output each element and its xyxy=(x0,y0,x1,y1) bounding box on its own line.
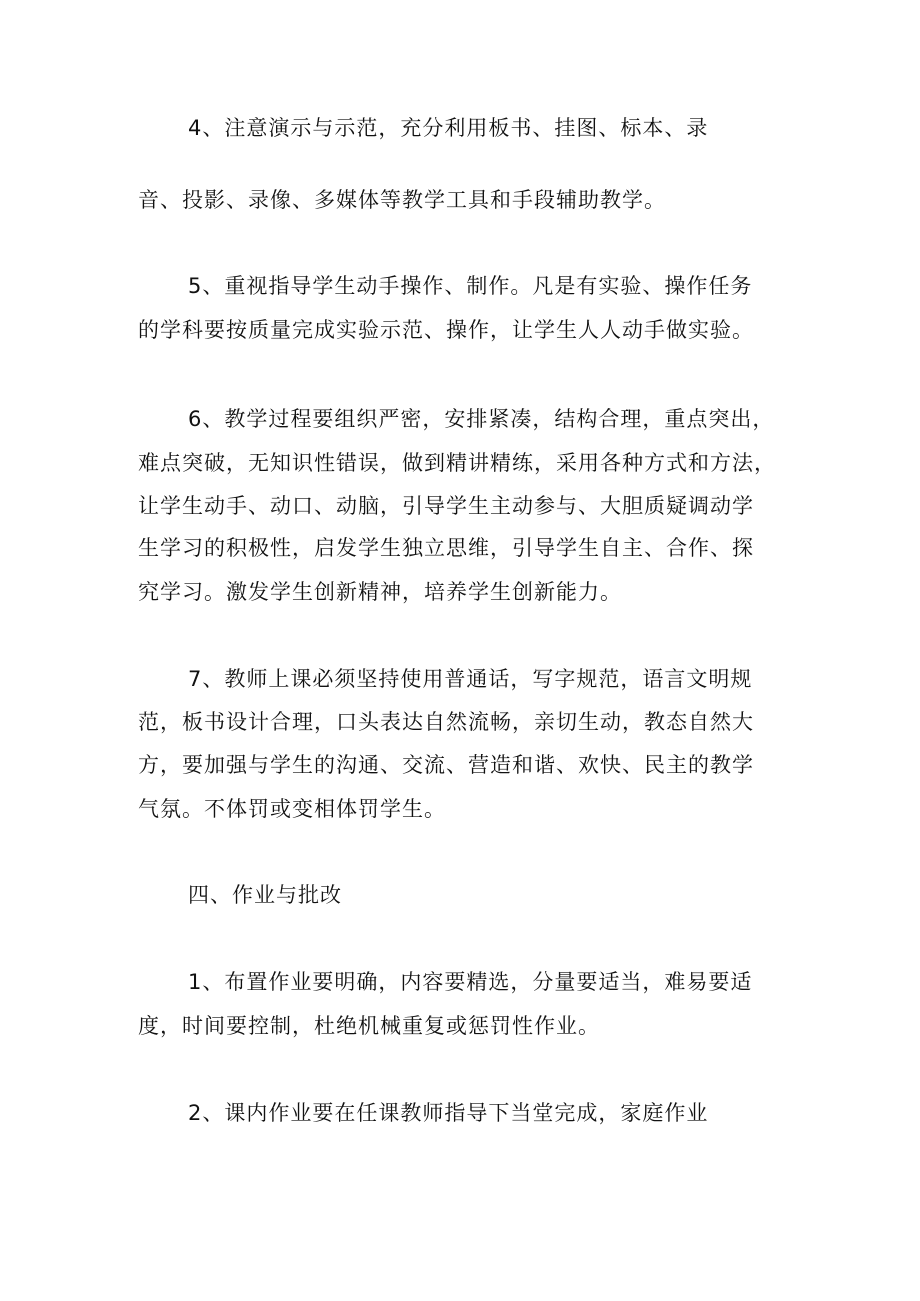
item6-line3: 让学生动手、动口、动脑，引导学生主动参与、大胆质疑调动学 xyxy=(138,494,754,518)
item7-line3: 方，要加强与学生的沟通、交流、营造和谐、欢快、民主的教学 xyxy=(138,753,754,777)
item7-line2: 范，板书设计合理，口头表达自然流畅，亲切生动，教态自然大 xyxy=(138,710,754,734)
item6-line4: 生学习的积极性，启发学生独立思维，引导学生自主、合作、探 xyxy=(138,536,754,560)
item7-line4: 气氛。不体罚或变相体罚学生。 xyxy=(138,797,446,821)
item4-line1: 4、注意演示与示范，充分利用板书、挂图、标本、录 xyxy=(188,116,709,140)
item4-line2: 音、投影、录像、多媒体等教学工具和手段辅助教学。 xyxy=(138,188,666,212)
item5-line1: 5、重视指导学生动手操作、制作。凡是有实验、操作任务 xyxy=(188,274,753,298)
hw1-line2: 度，时间要控制，杜绝机械重复或惩罚性作业。 xyxy=(138,1014,600,1038)
section4-heading: 四、作业与批改 xyxy=(188,883,342,907)
hw2-line1: 2、课内作业要在任课教师指导下当堂完成，家庭作业 xyxy=(188,1101,709,1125)
item5-line2: 的学科要按质量完成实验示范、操作，让学生人人动手做实验。 xyxy=(138,318,754,342)
hw1-line1: 1、布置作业要明确，内容要精选，分量要适当，难易要适 xyxy=(188,970,753,994)
item6-line1: 6、教学过程要组织严密，安排紧凑，结构合理，重点突出， xyxy=(188,407,775,431)
item7-line1: 7、教师上课必须坚持使用普通话，写字规范，语言文明规 xyxy=(188,667,753,691)
item6-line5: 究学习。激发学生创新精神，培养学生创新能力。 xyxy=(138,580,622,604)
item6-line2: 难点突破，无知识性错误，做到精讲精练，采用各种方式和方法， xyxy=(138,451,776,475)
